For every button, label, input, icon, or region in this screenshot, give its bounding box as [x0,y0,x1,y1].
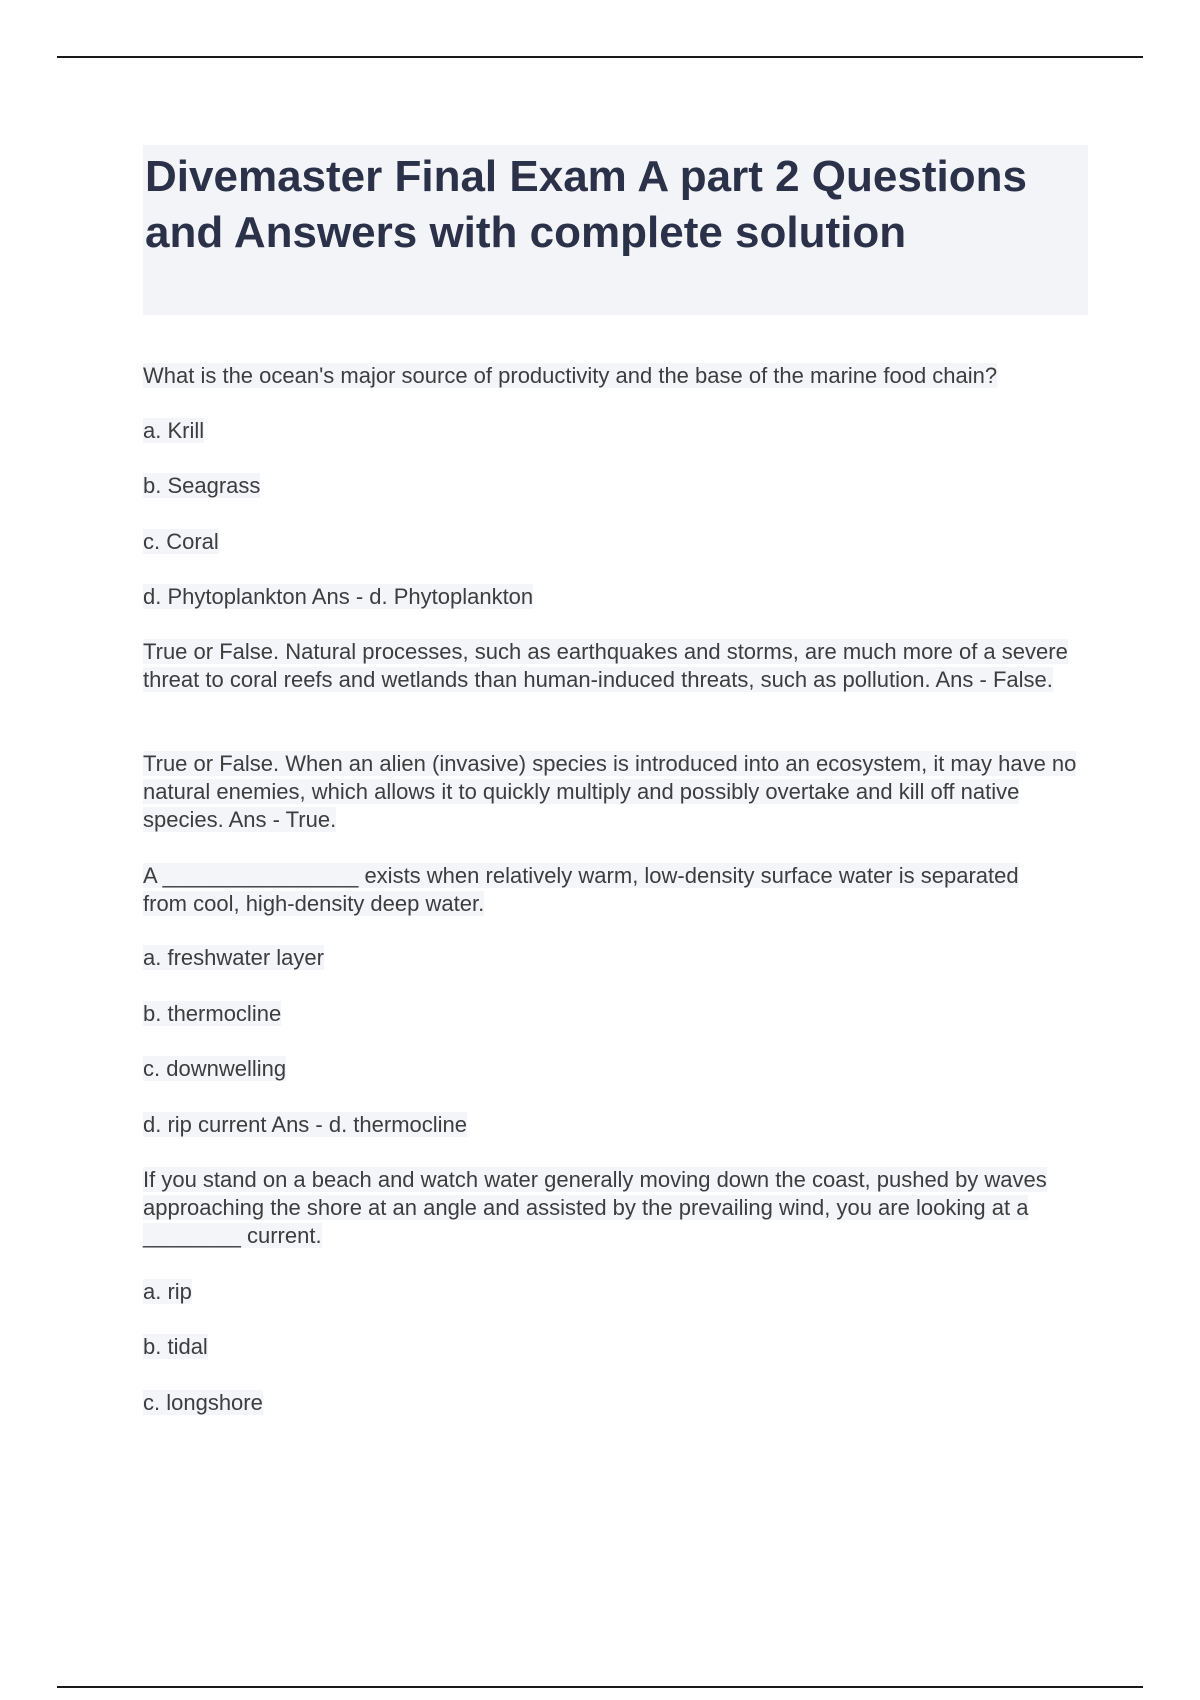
page-title: Divemaster Final Exam A part 2 Questions and Answers with complete solution [145,152,1027,257]
option-1b: b. Seagrass [143,473,261,498]
header-rule [57,56,1143,58]
question-4: A ________________ exists when relatively warm, low-density surface water is separated from cool, high-density deep water. [143,863,1019,916]
option-4c: c. downwelling [143,1056,287,1081]
question-3: True or False. When an alien (invasive) species is introduced into an ecosystem, it may have no natural enemies, which allows it to quickly multiply and possibly overtake and kill off native species. Ans - True. [143,751,1077,832]
option-5b: b. tidal [143,1334,208,1359]
title-block [143,145,1088,315]
option-4d-answer: d. rip current Ans - d. thermocline [143,1112,468,1137]
option-4a: a. freshwater layer [143,945,324,970]
option-1c: c. Coral [143,529,219,554]
option-1a: a. Krill [143,418,205,443]
option-1d-answer: d. Phytoplankton Ans - d. Phytoplankton [143,584,534,609]
option-5a: a. rip [143,1279,192,1304]
footer-rule [57,1686,1143,1688]
option-4b: b. thermocline [143,1001,282,1026]
question-1: What is the ocean's major source of productivity and the base of the marine food chain? [143,363,998,388]
option-5c: c. longshore [143,1390,263,1415]
question-2: True or False. Natural processes, such as earthquakes and storms, are much more of a severe threat to coral reefs and wetlands than human-induced threats, such as pollution. Ans - False. [143,639,1068,692]
question-5: If you stand on a beach and watch water generally moving down the coast, pushed by waves approaching the shore at an angle and assisted by the prevailing wind, you are looking at a ________ current. [143,1167,1047,1248]
